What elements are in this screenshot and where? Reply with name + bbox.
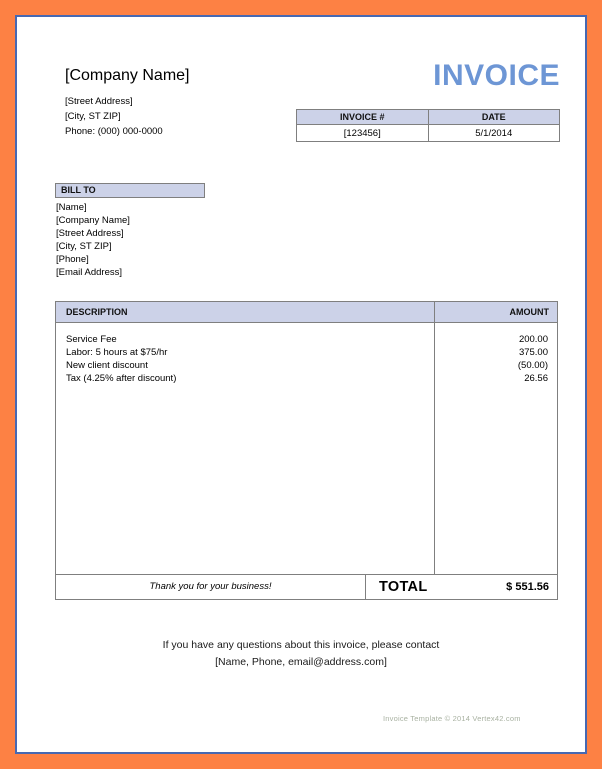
bill-to-block [56, 201, 130, 280]
seller-phone: Phone: (000) 000-0000 [65, 126, 163, 137]
amount-column-header: AMOUNT [434, 302, 557, 322]
date-header: DATE [428, 110, 560, 125]
item-amount: 26.56 [524, 373, 548, 384]
items-header-row [55, 301, 558, 323]
invoice-number-value: [123456] [297, 125, 429, 142]
thank-you-message: Thank you for your business! [56, 575, 366, 599]
seller-city-st-zip: [City, ST ZIP] [65, 111, 121, 122]
bill-to-header: BILL TO [55, 183, 205, 198]
seller-street-address: [Street Address] [65, 96, 133, 107]
item-amount: (50.00) [517, 360, 548, 371]
footer-contact-line1: If you have any questions about this invoice, please contact [162, 639, 440, 651]
table-row [56, 372, 557, 385]
bill-to-name: [Name] [56, 202, 87, 213]
total-label: TOTAL [379, 579, 428, 595]
bill-to-phone: [Phone] [56, 254, 89, 266]
table-row [56, 359, 557, 372]
items-body [55, 323, 558, 575]
item-description: Labor: 5 hours at $75/hr [66, 347, 168, 358]
total-amount: $ 551.56 [506, 581, 549, 593]
meta-header-row [297, 110, 560, 125]
total-row [55, 574, 558, 600]
item-amount: 375.00 [518, 347, 548, 358]
template-credit: Invoice Template © 2014 Vertex42.com [383, 714, 521, 723]
bill-to-email: [Email Address] [56, 267, 122, 279]
item-description: New client discount [66, 360, 148, 371]
bill-to-company: [Company Name] [56, 215, 130, 227]
item-amount: 200.00 [518, 334, 548, 345]
date-value: 5/1/2014 [428, 125, 560, 142]
invoice-title: INVOICE [433, 59, 560, 92]
footer-contact-line2: [Name, Phone, email@address.com] [215, 656, 387, 668]
item-description: Service Fee [66, 334, 117, 345]
invoice-document [15, 15, 587, 754]
seller-company-name: [Company Name] [65, 67, 190, 84]
document-inner [17, 17, 585, 752]
meta-value-row [297, 125, 560, 142]
bill-to-street: [Street Address] [56, 228, 124, 240]
table-row [56, 333, 557, 346]
item-rows [56, 323, 557, 385]
column-divider [434, 323, 435, 574]
invoice-number-header: INVOICE # [297, 110, 429, 125]
table-row [56, 346, 557, 359]
seller-address-block [65, 94, 163, 139]
invoice-meta-table [296, 109, 560, 142]
description-column-header: DESCRIPTION [66, 307, 128, 317]
total-cell [366, 575, 557, 599]
item-description: Tax (4.25% after discount) [66, 373, 177, 384]
line-items-table [55, 301, 558, 600]
bill-to-city: [City, ST ZIP] [56, 241, 112, 253]
footer-contact-block [17, 637, 585, 671]
